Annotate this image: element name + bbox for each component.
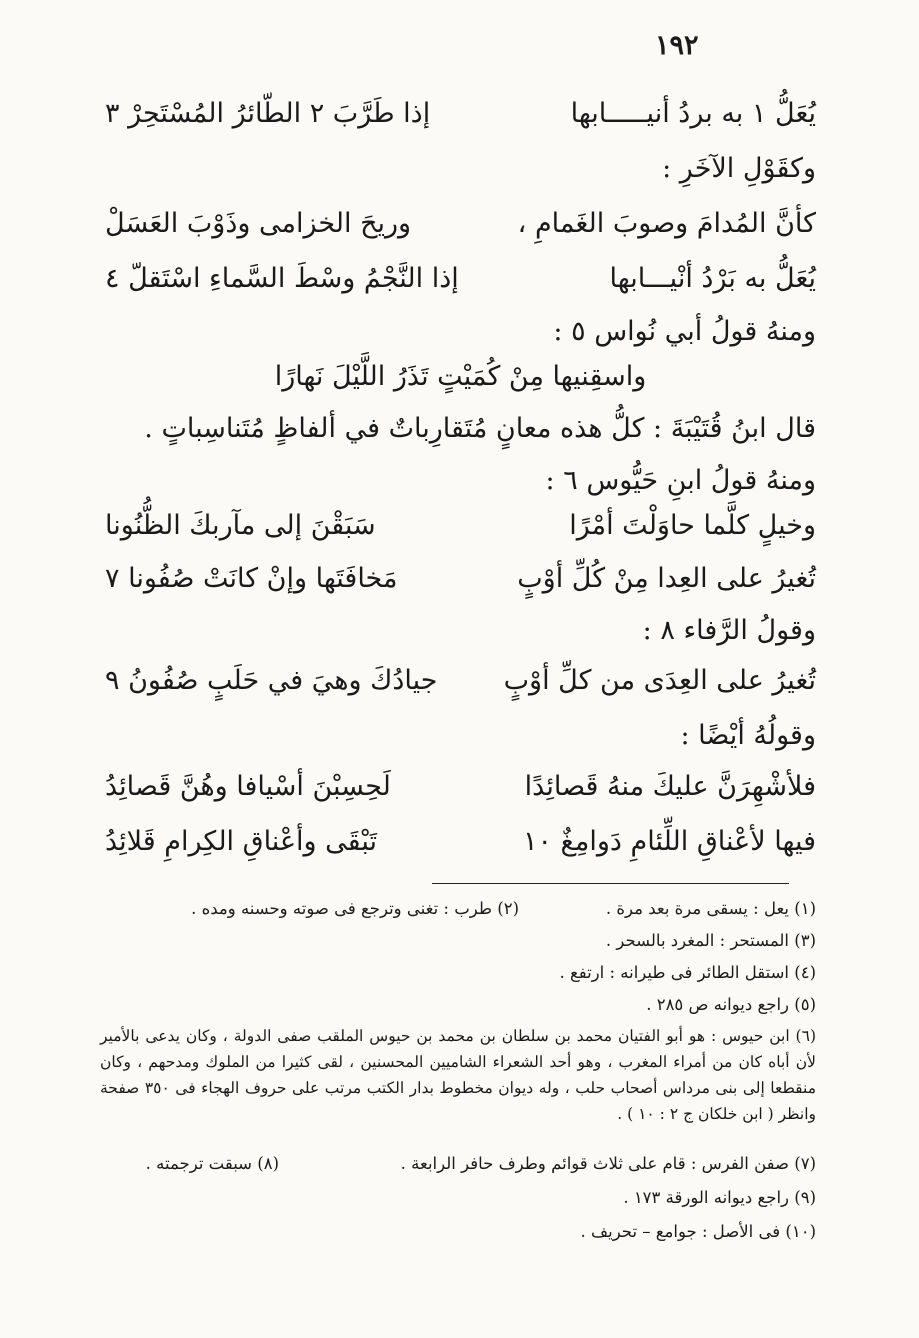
verse-3-second-hemistich: إذا النَّجْمُ وسْطَ السَّماءِ اسْتَقلّ ٤ xyxy=(105,263,459,294)
verse-2 xyxy=(105,208,816,250)
intro-line-5: وقولُ الرَّفاء ٨ : xyxy=(642,615,816,646)
footnote-2: (٢) طرب : تغنى وترجع فى صوته وحسنه ومده . xyxy=(191,899,519,918)
verse-9-first-hemistich: فيها لأعْناقِ اللِّئامِ دَوامِغٌ ١٠ xyxy=(522,826,816,857)
intro-line-2: ومنهُ قولُ أبي نُواس ٥ : xyxy=(553,316,816,347)
verse-3 xyxy=(105,263,816,305)
footnote-separator xyxy=(432,883,789,884)
verse-1-second-hemistich: إذا طَرَّبَ ٢ الطّائرُ المُسْتَحِرْ ٣ xyxy=(105,98,431,129)
verse-8-first-hemistich: فلأشْهِرَنَّ عليكَ منهُ قَصائِدًا xyxy=(524,771,816,802)
verse-9-second-hemistich: تَبْقَى وأعْناقِ الكِرامِ قَلائِدُ xyxy=(105,826,378,857)
verse-7-second-hemistich: جيادُكَ وهيَ في حَلَبٍ صُفُونُ ٩ xyxy=(105,665,438,696)
verse-4-text: واسقِنيها مِنْ كُمَيْتٍ تَذَرُ اللَّيْلَ نَهارًا xyxy=(274,361,647,392)
footnote-10: (١٠) فى الأصل : جوامع – تحريف . xyxy=(580,1222,816,1241)
footnote-9: (٩) راجع ديوانه الورقة ١٧٣ . xyxy=(623,1188,816,1207)
footnote-5: (٥) راجع ديوانه ص ٢٨٥ . xyxy=(646,995,816,1014)
intro-line-4: ومنهُ قولُ ابنِ حَيُّوس ٦ : xyxy=(545,465,816,496)
footnote-6: (٦) ابن حيوس : هو أبو الفتيان محمد بن سلطان بن محمد بن حيوس الملقب صفى الدولة ، وكان يدعى بالأمير لأن أباه كان من أمراء المغرب ، وهو أحد الشعراء الشاميين المحسنين ، لقى كثيرا من الملوك ومدحهم ، وكان منقطعا إلى بنى مرداس أصحاب حلب ، وله ديوان مخطوط بدار الكتب مرتب على حروف الهجاء فى ٣٥٠ صفحة وانظر ( ابن خلكان ج ٢ : ١٠ ) . xyxy=(100,1027,816,1123)
verse-2-second-hemistich: وريحَ الخزامى وذَوْبَ العَسَلْ xyxy=(105,208,412,239)
footnote-3: (٣) المستحر : المغرد بالسحر . xyxy=(605,931,816,950)
footnote-1: (١) يعل : يسقى مرة بعد مرة . xyxy=(605,899,816,918)
verse-7-first-hemistich: تُغيرُ على العِدَى من كلِّ أوْبٍ xyxy=(503,665,816,696)
verse-7 xyxy=(105,665,816,707)
page-number: ١٩٢ xyxy=(655,30,699,61)
verse-6 xyxy=(105,563,816,605)
verse-4 xyxy=(105,361,816,403)
intro-line-1: وكقَوْلِ الآخَرِ : xyxy=(662,153,816,184)
verse-9 xyxy=(105,826,816,868)
verse-1 xyxy=(105,98,816,140)
verse-3-first-hemistich: يُعَلُّ به بَرْدُ أنْيـــابها xyxy=(609,263,816,294)
verse-8 xyxy=(105,771,816,813)
verse-6-second-hemistich: مَخافَتَها وإنْ كانَتْ صُفُونا ٧ xyxy=(105,563,398,594)
footnote-8: (٨) سبقت ترجمته . xyxy=(145,1154,279,1173)
commentary-line: قال ابنُ قُتَيْبَةَ : كلُّ هذه معانٍ مُتَقارِباتٌ في ألفاظٍ مُتَناسِباتٍ . xyxy=(144,413,816,444)
verse-1-first-hemistich: يُعَلُّ ١ به بردُ أنيـــــابها xyxy=(570,98,816,129)
footnote-7: (٧) صفن الفرس : قام على ثلاث قوائم وطرف حافر الرابعة . xyxy=(400,1154,816,1173)
verse-6-first-hemistich: تُغيرُ على العِدا مِنْ كُلِّ أوْبٍ xyxy=(517,563,816,594)
verse-2-first-hemistich: كأنَّ المُدامَ وصوبَ الغَمامِ ، xyxy=(517,208,816,239)
verse-5-second-hemistich: سَبَقْنَ إلى مآربكَ الظُّنُونا xyxy=(105,510,376,541)
verse-5 xyxy=(105,510,816,552)
footnote-4: (٤) استقل الطائر فى طيرانه : ارتفع . xyxy=(559,963,816,982)
verse-5-first-hemistich: وخيلٍ كلَّما حاوَلْتَ أمْرًا xyxy=(569,510,816,541)
verse-8-second-hemistich: لَحِسِبْنَ أسْيافا وهُنَّ قَصائِدُ xyxy=(105,771,391,802)
intro-line-6: وقولُهُ أيْضًا : xyxy=(680,720,816,751)
